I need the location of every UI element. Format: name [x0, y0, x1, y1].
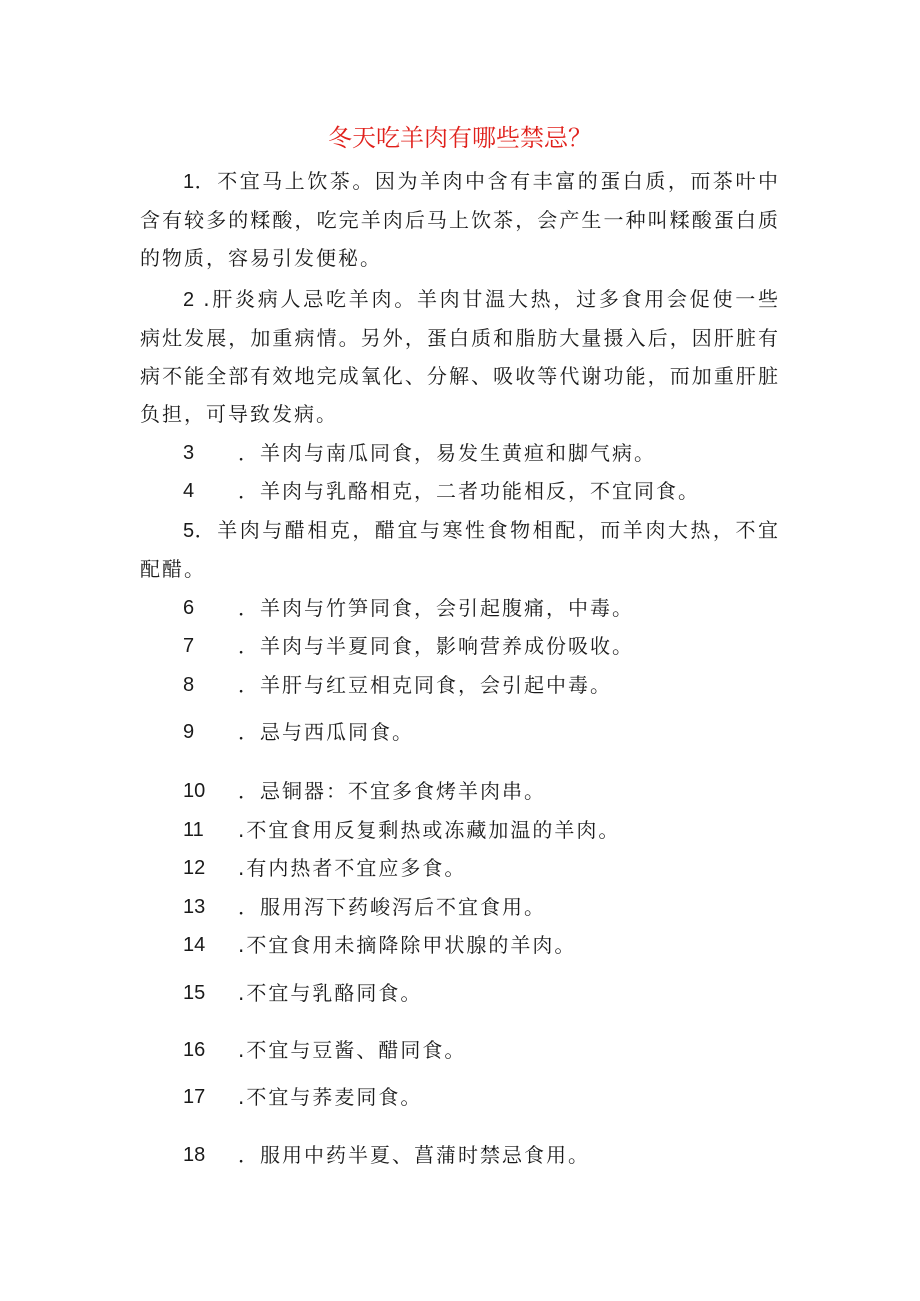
list-item-3: [183, 434, 783, 472]
paragraph-2: [140, 280, 780, 433]
list-item-8: [183, 666, 783, 704]
item-text: ．羊肉与南瓜同食，易发生黄疸和脚气病。: [238, 441, 656, 465]
item-number: 4: [183, 480, 195, 502]
list-item-18: [183, 1136, 783, 1174]
list-item-9: [183, 713, 783, 751]
item-number: 2: [183, 289, 195, 311]
list-item-7: [183, 627, 783, 665]
list-item-13: [183, 888, 783, 926]
list-item-11: [183, 811, 783, 849]
item-text: ．羊肉与半夏同食，影响营养成份吸收。: [238, 634, 634, 658]
item-number: 18: [183, 1144, 206, 1166]
item-text: .不宜食用未摘降除甲状腺的羊肉。: [238, 933, 577, 957]
list-item-10: [183, 772, 783, 810]
item-number: 14: [183, 934, 206, 956]
item-number: 17: [183, 1086, 206, 1108]
item-text: .肝炎病人忌吃羊肉。羊肉甘温大热，过多食用会促使一些病灶发展，加重病情。另外，蛋白质和脂肪大量摄入后，因肝脏有病不能全部有效地完成氧化、分解、吸收等代谢功能，而加重肝脏负担，可导致发病。: [140, 287, 780, 426]
item-text: .不宜食用反复剩热或冻藏加温的羊肉。: [238, 818, 621, 842]
item-number: 8: [183, 674, 195, 696]
item-number: 11: [183, 819, 204, 841]
item-text: ．服用泻下药峻泻后不宜食用。: [238, 895, 546, 919]
item-number: 9: [183, 721, 195, 743]
item-number: 10: [183, 780, 206, 802]
item-number: 12: [183, 857, 206, 879]
item-number: 15: [183, 982, 206, 1004]
item-text: ．忌铜器：不宜多食烤羊肉串。: [238, 779, 546, 803]
item-number: 1: [183, 171, 195, 193]
item-text: ．羊肉与竹笋同食，会引起腹痛，中毒。: [238, 596, 634, 620]
item-text: ．忌与西瓜同食。: [238, 720, 414, 744]
item-number: 13: [183, 896, 206, 918]
item-number: 3: [183, 442, 195, 464]
item-text: .不宜与乳酪同食。: [238, 981, 423, 1005]
item-text: ．羊肝与红豆相克同食，会引起中毒。: [238, 673, 612, 697]
page-title: 冬天吃羊肉有哪些禁忌？: [328, 124, 592, 152]
item-text: ．羊肉与醋相克，醋宜与寒性食物相配，而羊肉大热，不宜配醋。: [140, 518, 780, 581]
item-number: 7: [183, 635, 195, 657]
item-text: .有内热者不宜应多食。: [238, 856, 467, 880]
list-item-14: [183, 926, 783, 964]
item-text: .不宜与荞麦同食。: [238, 1085, 423, 1109]
list-item-17: [183, 1078, 783, 1116]
item-number: 16: [183, 1039, 206, 1061]
list-item-6: [183, 589, 783, 627]
paragraph-5: [140, 511, 780, 588]
item-text: ．不宜马上饮茶。因为羊肉中含有丰富的蛋白质，而茶叶中含有较多的糅酸，吃完羊肉后马上饮茶，会产生一种叫糅酸蛋白质的物质，容易引发便秘。: [140, 169, 780, 270]
list-item-4: [183, 472, 783, 510]
list-item-12: [183, 849, 783, 887]
item-number: 5: [183, 520, 195, 542]
item-number: 6: [183, 597, 195, 619]
paragraph-1: [140, 162, 780, 277]
item-text: ．羊肉与乳酪相克，二者功能相反，不宜同食。: [238, 479, 700, 503]
list-item-15: [183, 974, 783, 1012]
list-item-16: [183, 1031, 783, 1069]
item-text: .不宜与豆酱、醋同食。: [238, 1038, 467, 1062]
item-text: ．服用中药半夏、菖蒲时禁忌食用。: [238, 1143, 590, 1167]
